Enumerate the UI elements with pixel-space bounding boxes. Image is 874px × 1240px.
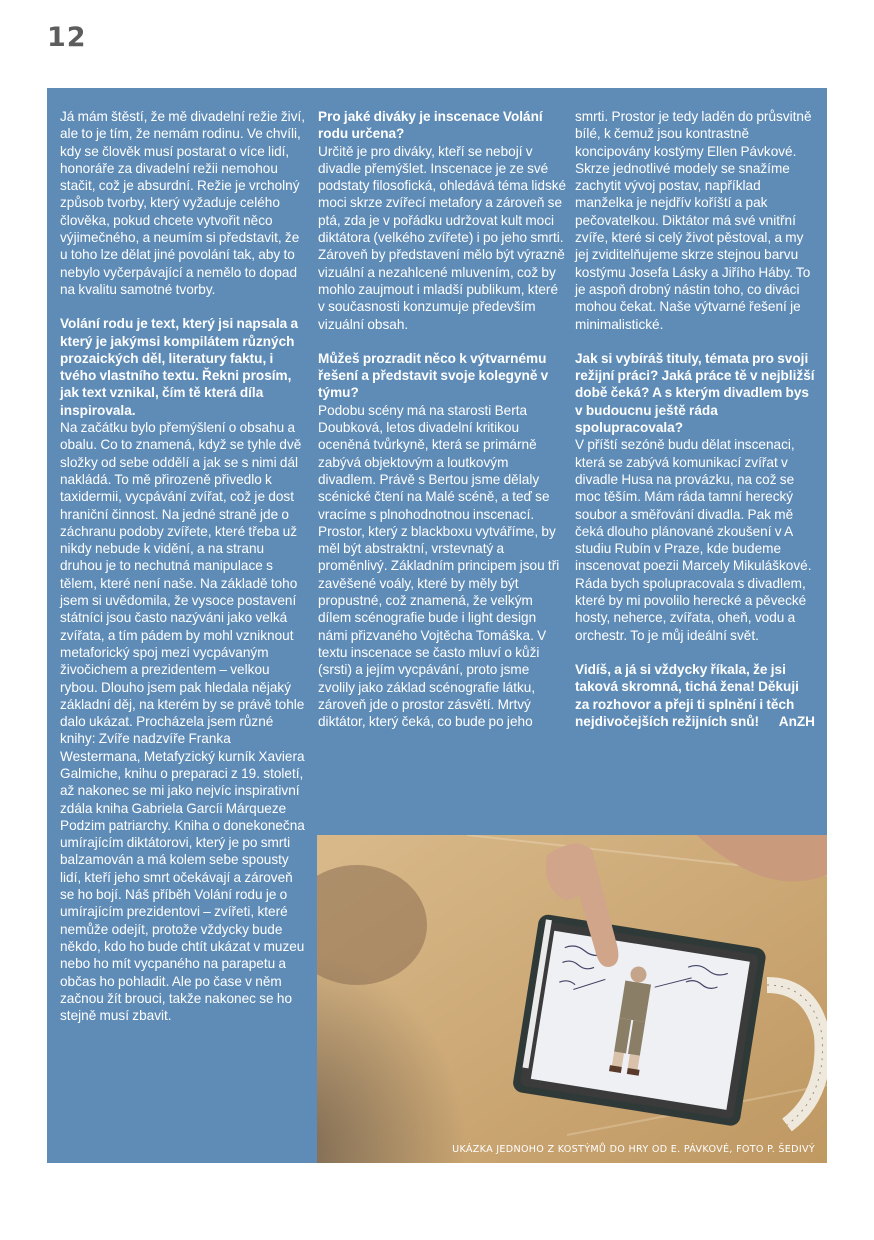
author-signature: AnZH (778, 713, 815, 729)
answer-paragraph: smrti. Prostor je tedy laděn do průsvitně bílé, k čemuž jsou kontrastně koncipovány kostýmy Ellen Pávkové. Skrze jednotlivé modely se snažíme zachytit vývoj postav, například manželka je nejdřív koříští a pak pečovatelkou. Diktátor má své vnitřní zvíře, které si celý život pěstoval, a my jej zviditelňujeme skrze stejnou barvu kostýmu Josefa Lásky a Jiřího Háby. To je aspoň drobný nástin toho, co diváci mohou čekat. Naše výtvarné řešení je minimalistické. (575, 109, 812, 332)
answer-text: V příští sezóně budu dělat inscenaci, která se zabývá komunikací zvířat v divadle Husa na provázku, na což se moc těším. Mám ráda tamní herecký soubor a směřování divadla. Pak mě čeká dlouho plánované zkoušení v A studiu Rubín v Praze, kde budeme inscenovat poezii Marcely Mikuláškové. Ráda bych spolupracovala s divadlem, které by mi povolilo herecké a pěvecké hosty, neherce, zvířata, oheň, vodu a orchestr. To je můj ideální svět. (575, 437, 812, 643)
answer-paragraph: Já mám štěstí, že mě divadelní režie živí, ale to je tím, že nemám rodinu. Ve chvíli, kdy se člověk musí postarat o více lidí, honoráře za divadelní režii nemohou stačit, což je absurdní. Režie je vrcholný způsob tvorby, který vyžaduje celého člověka, pokud chcete vytvořit něco výjimečného, a neumím si představit, že u toho lze dělat jiné povolání tak, aby to nebylo vyčerpávající a nemělo to dopad na kvalitu samotné tvorby. (60, 109, 306, 297)
question-text: Jak si vybíráš tituly, témata pro svoji režijní práci? Jaká práce tě v nejbližší době čeká? A s kterým divadlem bys v budoucnu ještě ráda spolupracovala? (575, 350, 815, 436)
question-text: Můžeš prozradit něco k výtvarnému řešení a představit svoje kolegyně v týmu? (318, 350, 549, 401)
question-paragraph (318, 108, 567, 333)
answer-text: Na začátku bylo přemýšlení o obsahu a obalu. Co to znamená, když se tyhle dvě složky od sebe oddělí a jak se s nimi dál nakládá. To mě přirozeně přivedlo k taxidermii, vycpávání zvířat, což je dost hraniční činnost. Na jedné straně jde o záchranu podoby zvířete, které třeba už nikdy nebude k vidění, a na stranu druhou je to nechutná manipulace s tělem, které není naše. Na základě toho jsem si uvědomila, že vysoce postavení státníci jsou často nazýváni jako velká zvířata, a tím pádem by mohl vzniknout metaforický spoj mezi vycpávaným živočichem a prezidentem – velkou rybou. Dlouho jsem pak hledala nějaký základní děj, na kterém by se právě tohle dalo ukázat. Procházela jsem různé knihy: Zvíře nadzvíře Franka Westermana, Metafyzický kurník Xaviera Galmiche, knihu o preparaci z 19. století, až nakonec se mi jako nejvíc inspirativní zdála kniha Gabriela Garcíi Márqueze Podzim patriarchy. Kniha o donekonečna umírajícím diktátorovi, který je po smrti balzamován a má kolem sebe spousty lidí, kteří jeho smrt očekávají a zároveň se ho bojí. Náš příběh Volání rodu je o umírajícím prezidentovi – zvířeti, které nemůže odejít, protože vždycky bude někdo, kdo ho bude chtít ukázat v muzeu nebo ho mít vycpaného na parapetu a občas ho pohladit. Ale po čase v něm začnou žít brouci, takže nakonec se ho stejně musí zbavit. (60, 420, 305, 1024)
column-2 (318, 108, 567, 747)
answer-text: Určitě je pro diváky, kteří se nebojí v divadle přemýšlet. Inscenace je ze své podstaty filosofická, ohledává téma lidské moci skrze zvířecí metafory a zároveň se ptá, zda je v pořádku udržovat kult moci diktátora (velkého zvířete) i po jeho smrti. Zároveň by představení mělo být výrazně vizuální a nezahlcené mluvením, což by mohlo zaujmout i mladší publikum, které v současnosti konzumuje především vizuální obsah. (318, 143, 567, 332)
question-paragraph (575, 350, 815, 644)
question-text: Volání rodu je text, který jsi napsala a který je jakýmsi kompilátem různých prozaických děl, literatury faktu, i tvého vlastního textu. Řekni prosím, jak text vznikal, čím tě která díla inspirovala. (60, 316, 299, 418)
question-paragraph (318, 350, 567, 731)
column-1 (60, 108, 308, 1041)
page-number: 12 (47, 22, 87, 53)
photo-caption: UKÁZKA JEDNOHO Z KOSTÝMŮ DO HRY OD E. PÁVKOVÉ, FOTO P. ŠEDIVÝ (452, 1144, 815, 1155)
closing-text: Vidíš, a já si vždycky říkala, že jsi taková skromná, tichá žena! Děkuji za rozhovor a přeji ti splnění i těch nejdivočejších režijních snů! (575, 661, 799, 729)
question-text: Pro jaké diváky je inscenace Volání rodu určena? (318, 109, 543, 142)
photo-illustration (317, 835, 827, 1163)
question-paragraph (60, 315, 308, 1024)
photo-costume-tablet (317, 835, 827, 1163)
closing-paragraph (575, 661, 815, 730)
column-3 (575, 108, 815, 747)
answer-text: Podobu scény má na starosti Berta Doubková, letos divadelní kritikou oceněná tvůrkyně, která se primárně zabývá objektovým a loutkovým divadlem. Právě s Bertou jsme dělaly scénické čtení na Malé scéně, a teď se vracíme s plnohodnotnou inscenací. Prostor, který z blackboxu vytváříme, by měl být abstraktní, vrstevnatý a proměnlivý. Základním principem jsou tři zavěšené voály, které by měly být propustné, což znamená, že velkým dílem scénografie bude i light design námi přizvaného Vojtěcha Tomáška. V textu inscenace se často mluví o kůži (srsti) a jejím vycpávání, proto jsme zvolily jako základ scénografie látku, zároveň jde o prostor zásvětí. Mrtvý diktátor, který čeká, co bude po jeho (318, 402, 560, 730)
